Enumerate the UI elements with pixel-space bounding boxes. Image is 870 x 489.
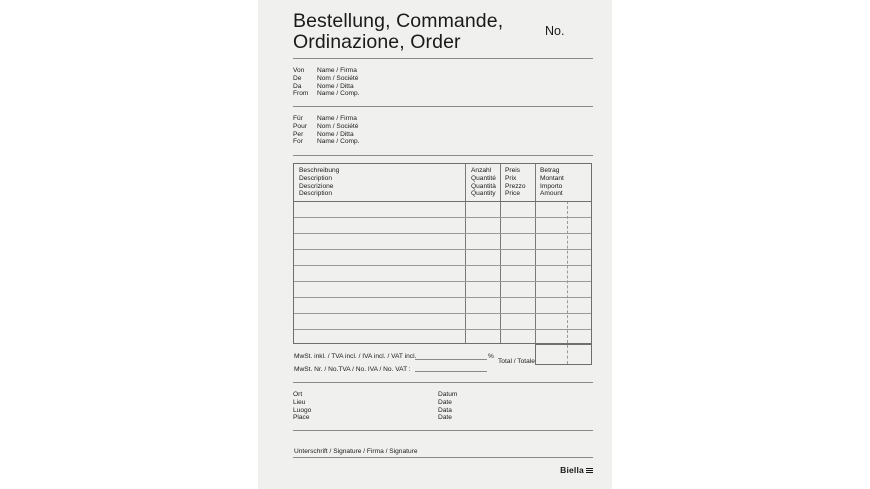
header-text: Preis (505, 167, 521, 174)
header-text: Description (299, 190, 332, 198)
date-label: Date (438, 414, 452, 422)
header-text: Beschreibung (299, 167, 340, 174)
to-label: Per (293, 130, 304, 138)
place-label: Lieu (293, 398, 306, 406)
from-field-label: Nom / Société (317, 74, 359, 82)
place-label: Luogo (293, 406, 312, 414)
header-quantity (471, 167, 496, 198)
from-field-label: Name / Firma (317, 67, 357, 74)
signature-label: Unterschrift / Signature / Firma / Signature (294, 448, 418, 455)
header-text: Descrizione (299, 182, 334, 190)
to-fields (317, 115, 360, 146)
header-description (299, 167, 339, 198)
date-label: Data (438, 406, 452, 414)
column-divider (535, 164, 536, 343)
from-labels (293, 67, 308, 98)
vat-included-label: MwSt. inkl. / TVA incl. / IVA incl. / VAT incl. (294, 353, 417, 360)
table-row-line (294, 281, 591, 282)
form-title-line-1: Bestellung, Commande, (293, 10, 504, 32)
from-field-label: Nome / Ditta (317, 82, 354, 90)
header-text: Quantité (471, 174, 496, 182)
to-label: Pour (293, 122, 307, 130)
date-labels (438, 391, 457, 422)
header-text: Prezzo (505, 182, 526, 190)
table-row-line (294, 217, 591, 218)
form-title (293, 11, 533, 53)
from-fields (317, 67, 360, 98)
cents-divider (567, 201, 568, 343)
column-divider (500, 164, 501, 343)
table-row-line (294, 329, 591, 330)
divider (293, 382, 593, 383)
to-label: Für (293, 115, 303, 122)
vat-number-line (415, 371, 487, 372)
header-text: Importo (540, 182, 563, 190)
vat-rate-line (415, 359, 487, 360)
to-field-label: Name / Comp. (317, 138, 360, 146)
total-amount-box (535, 344, 592, 365)
brand-logo (560, 465, 593, 475)
to-labels (293, 115, 307, 146)
header-divider (294, 201, 591, 202)
from-label: From (293, 90, 309, 98)
total-label: Total / Totale (498, 358, 535, 365)
percent-sign: % (488, 353, 494, 360)
table-row-line (294, 313, 591, 314)
table-row-line (294, 233, 591, 234)
signature-line (293, 457, 593, 458)
from-field-label: Name / Comp. (317, 90, 360, 98)
place-label: Ort (293, 391, 303, 398)
header-text: Quantity (471, 190, 496, 198)
order-number-label: No. (545, 24, 565, 38)
table-row-line (294, 249, 591, 250)
cents-divider (567, 345, 568, 364)
date-label: Date (438, 398, 452, 406)
header-text: Amount (540, 190, 563, 198)
items-table (293, 163, 592, 344)
divider (293, 106, 593, 107)
to-field-label: Nome / Ditta (317, 130, 354, 138)
place-label: Place (293, 414, 310, 422)
brand-stripes-icon (586, 468, 593, 474)
header-text: Price (505, 190, 521, 198)
header-text: Description (299, 174, 332, 182)
from-label: De (293, 74, 302, 82)
brand-name: Biella (560, 465, 584, 475)
to-label: For (293, 138, 303, 146)
table-row-line (294, 297, 591, 298)
header-text: Anzahl (471, 167, 492, 174)
header-text: Prix (505, 174, 517, 182)
header-text: Quantità (471, 182, 496, 190)
from-label: Von (293, 67, 305, 74)
header-price (505, 167, 526, 198)
divider (293, 155, 593, 156)
from-label: Da (293, 82, 302, 90)
header-text: Montant (540, 174, 564, 182)
order-form-sheet (258, 0, 612, 489)
header-text: Betrag (540, 167, 560, 174)
to-field-label: Name / Firma (317, 115, 357, 122)
table-row-line (294, 265, 591, 266)
form-title-line-2: Ordinazione, Order (293, 31, 461, 53)
header-amount (540, 167, 564, 198)
place-labels (293, 391, 311, 422)
column-divider (465, 164, 466, 343)
date-label: Datum (438, 391, 458, 398)
divider (293, 430, 593, 431)
vat-number-label: MwSt. Nr. / No.TVA / No. IVA / No. VAT : (294, 366, 411, 373)
divider (293, 58, 593, 59)
to-field-label: Nom / Société (317, 122, 359, 130)
